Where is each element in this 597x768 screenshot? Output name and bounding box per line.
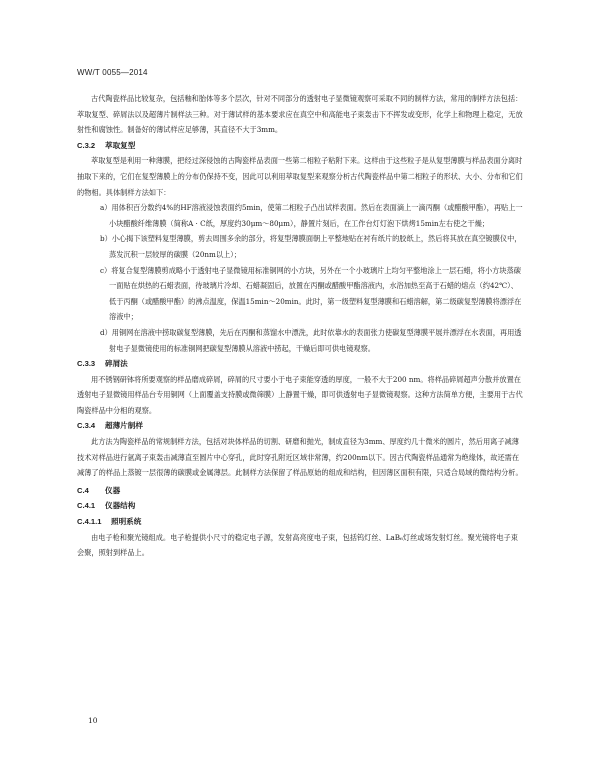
section-title: 萃取复型 — [105, 140, 136, 150]
section-title: 碎屑法 — [105, 359, 128, 369]
thin-section-paragraph: 此方法为陶瓷样品的常规制样方法，包括对块体样品的切割、研磨和抛光，制成直径为3mm、厚度约几十微米的圆片，然后用离子减薄技术对样品进行氩离子束轰击减薄直至圆片中心穿孔，此时穿孔附近区域非常薄，约200nm以下。因古代陶瓷样品通常为绝缘体，故还需在减薄了的样品上蒸镀一层很薄的碳膜或金属薄层。此制样方法保留了样品原始的组成和结构，但因薄区面积有限，只适合局域的微结构分析。 — [77, 437, 523, 478]
document-body — [77, 91, 523, 561]
section-title: 超薄片制样 — [105, 421, 143, 431]
illumination-system-paragraph: 由电子枪和聚光镜组成。电子枪提供小尺寸的稳定电子源，发射高亮度电子束，包括钨灯丝、LaB₆灯丝或场发射灯丝。聚光镜将电子束会聚，照射到样品上。 — [77, 532, 518, 558]
section-title: 仪器结构 — [105, 501, 136, 511]
section-title: 仪器 — [105, 485, 121, 495]
section-number: C.4 — [77, 485, 89, 495]
procedure-step-a: a）用体积百分数约4%的HF溶液浸蚀表面约5min，使第二相粒子凸出试样表面。然后在表面滴上一滴丙酮（或醋酸甲酯），再贴上一小块醋酸纤维薄膜（简称A · C纸，厚度约30μm～80μm），静置片刻后，在工作台灯灯泡下烘烤15min左右使之干燥； — [100, 203, 523, 228]
section-number: C.3.4 — [77, 421, 96, 431]
section-number: C.4.1 — [77, 501, 96, 511]
procedure-list — [77, 200, 523, 356]
heading-c-4 — [77, 483, 523, 499]
heading-c-4-1 — [77, 498, 523, 514]
intro-paragraph: 古代陶瓷样品比较复杂，包括釉和胎体等多个层次，针对不同部分的透射电子显微镜观察可采取不同的制样方法，常用的制样方法包括：萃取复型、碎屑法以及超薄片制样法三种。对于薄试样的基本要求应在真空中和高能电子束轰击下不挥发或变形，化学上和物理上稳定，无放射性和腐蚀性。制备好的薄试样应足够薄，其直径不大于3mm。 — [77, 94, 523, 135]
heading-c-3-4 — [77, 418, 523, 434]
page-number: 10 — [88, 716, 98, 725]
heading-c-4-1-1 — [77, 514, 523, 530]
section-number: C.3.3 — [77, 359, 96, 369]
procedure-step-d: d）用铜网在溶液中捞取碳复型薄膜，先后在丙酮和蒸馏水中漂洗，此时依靠水的表面张力使碳复型薄膜平展并漂浮在水表面，再用透射电子显微镜使用的标准铜网把碳复型薄膜从溶液中捞起，干燥后即可供电镜观察。 — [100, 327, 522, 353]
debris-method-paragraph: 用不锈钢研钵将所要观察的样品磨成碎屑，碎屑的尺寸要小于电子束能穿透的厚度，一般不大于200 nm。将样品碎屑超声分散并放置在透射电子显微镜用样品台专用铜网（上面覆盖支持膜或微筛膜）上静置干燥，即可供透射电子显微镜观察。这种方法简单方便，主要用于古代陶瓷样品中分相的观察。 — [77, 374, 523, 415]
section-title: 照明系统 — [111, 517, 142, 527]
heading-c-3-2 — [77, 138, 523, 154]
standard-code-header: WW/T 0055—2014 — [77, 68, 148, 77]
heading-c-3-3 — [77, 356, 523, 372]
procedure-step-b: b）小心揭下该塑料复型薄膜，剪去周围多余的部分，将复型薄膜面朝上平整地贴在衬有纸片的胶纸上，然后将其放在真空镀膜仪中，蒸发沉积一层较厚的碳膜（20nm以上）； — [100, 234, 522, 259]
section-number: C.3.2 — [77, 140, 96, 150]
section-number: C.4.1.1 — [77, 517, 102, 527]
extraction-replica-paragraph: 萃取复型是利用一种薄膜，把经过深侵蚀的古陶瓷样品表面一些第二相粒子粘附下来。这样由于这些粒子是从复型薄膜与样品表面分离时抽取下来的，它们在复型薄膜上的分布仍保持不变，因此可以利用萃取复型来观察分析古代陶瓷样品中第二相粒子的形状、大小、分布和它们的物相。具体制样方法如下： — [77, 156, 523, 197]
procedure-step-c: c）将复合复型薄膜剪成略小于透射电子显微镜用标准铜网的小方块，另外在一个小玻璃片上均匀平整地涂上一层石蜡，将小方块蒸碳一面贴在烘热的石蜡表面，待玻璃片冷却、石蜡凝固后，放置在丙酮或醋酸甲酯溶液内，水浴加热至高于石蜡的熔点（约42℃）、低于丙酮（或醋酸甲酯）的沸点温度，保温15min～20min。此时，第一级塑料复型薄膜和石蜡溶解，第二级碳复型薄膜将漂浮在溶液中； — [100, 265, 522, 322]
